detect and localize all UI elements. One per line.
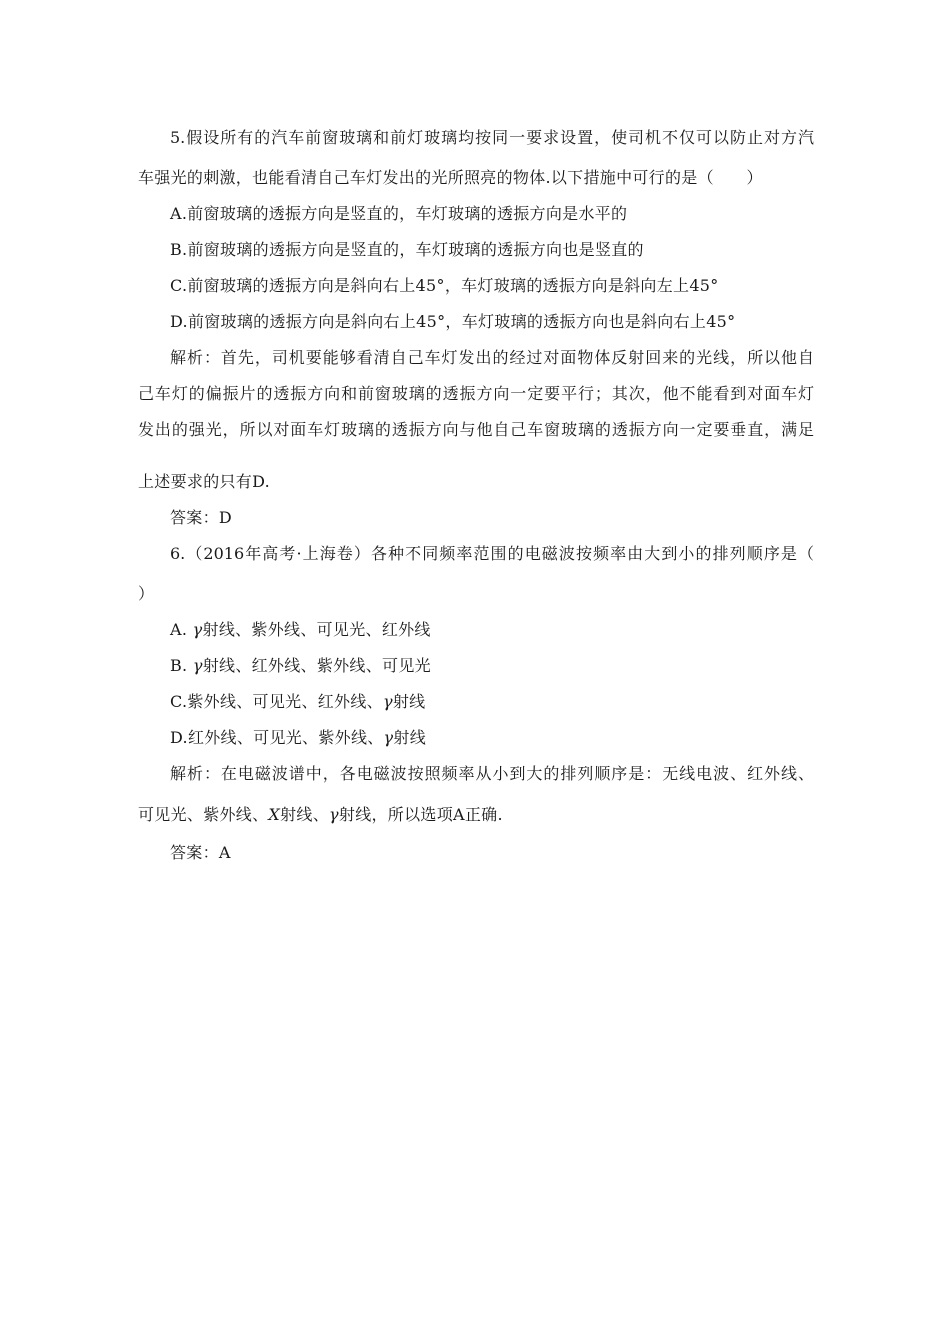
q6-analysis-text-c: 射线，所以选项A正确. — [338, 805, 503, 824]
gamma-symbol: γ — [329, 805, 339, 824]
q6-analysis-line-1: 解析：在电磁波谱中，各电磁波按照频率从小到大的排列顺序是：无线电波、红外线、 — [170, 764, 814, 783]
q5-analysis-line-2: 己车灯的偏振片的透振方向和前窗玻璃的透振方向一定要平行；其次，他不能看到对面车灯 — [138, 384, 814, 403]
q6-option-d-text: 射线 — [393, 728, 427, 747]
q5-analysis-line-3: 发出的强光，所以对面车灯玻璃的透振方向与他自己车窗玻璃的透振方向一定要垂直，满足 — [138, 420, 814, 439]
q6-option-a-text: 射线、紫外线、可见光、红外线 — [202, 620, 431, 639]
q6-stem-line-2: ） — [138, 584, 155, 603]
q6-option-c — [170, 692, 425, 712]
gamma-symbol: γ — [192, 620, 203, 639]
q6-option-b-prefix: B. — [170, 656, 193, 675]
gamma-symbol: γ — [192, 656, 203, 675]
x-ray-symbol: X — [268, 805, 281, 824]
q5-stem-line-1: 5.假设所有的汽车前窗玻璃和前灯玻璃均按同一要求设置，使司机不仅可以防止对方汽 — [170, 128, 814, 147]
q5-option-c: C.前窗玻璃的透振方向是斜向右上45°，车灯玻璃的透振方向是斜向左上45° — [170, 276, 719, 295]
q5-option-b: B.前窗玻璃的透振方向是竖直的，车灯玻璃的透振方向也是竖直的 — [170, 240, 644, 259]
q5-option-d: D.前窗玻璃的透振方向是斜向右上45°，车灯玻璃的透振方向也是斜向右上45° — [170, 312, 736, 331]
q5-answer: 答案：D — [170, 508, 233, 527]
gamma-symbol: γ — [383, 728, 394, 747]
q6-option-c-prefix: C.紫外线、可见光、红外线、 — [170, 692, 383, 711]
q6-analysis-text-a: 可见光、紫外线、 — [138, 805, 269, 824]
q6-analysis-text-b: 射线、 — [280, 805, 330, 824]
q6-option-b — [170, 656, 431, 676]
q5-option-a: A.前窗玻璃的透振方向是竖直的，车灯玻璃的透振方向是水平的 — [170, 204, 628, 223]
q5-analysis-line-1: 解析：首先，司机要能够看清自己车灯发出的经过对面物体反射回来的光线，所以他自 — [170, 348, 814, 367]
gamma-symbol: γ — [382, 692, 393, 711]
q6-stem-line-1: 6.（2016年高考·上海卷）各种不同频率范围的电磁波按频率由大到小的排列顺序是（ — [170, 544, 814, 563]
q6-option-b-text: 射线、红外线、紫外线、可见光 — [202, 656, 431, 675]
q6-answer: 答案：A — [170, 843, 231, 862]
q6-option-d-prefix: D.红外线、可见光、紫外线、 — [170, 728, 384, 747]
q5-stem-line-2: 车强光的刺激，也能看清自己车灯发出的光所照亮的物体.以下措施中可行的是（ ） — [138, 168, 763, 187]
q6-option-d — [170, 728, 426, 748]
q6-option-a — [170, 620, 431, 640]
q5-analysis-line-4: 上述要求的只有D. — [138, 472, 271, 491]
q6-analysis-line-2 — [138, 805, 503, 825]
q6-option-a-prefix: A. — [170, 620, 193, 639]
q6-option-c-text: 射线 — [392, 692, 426, 711]
